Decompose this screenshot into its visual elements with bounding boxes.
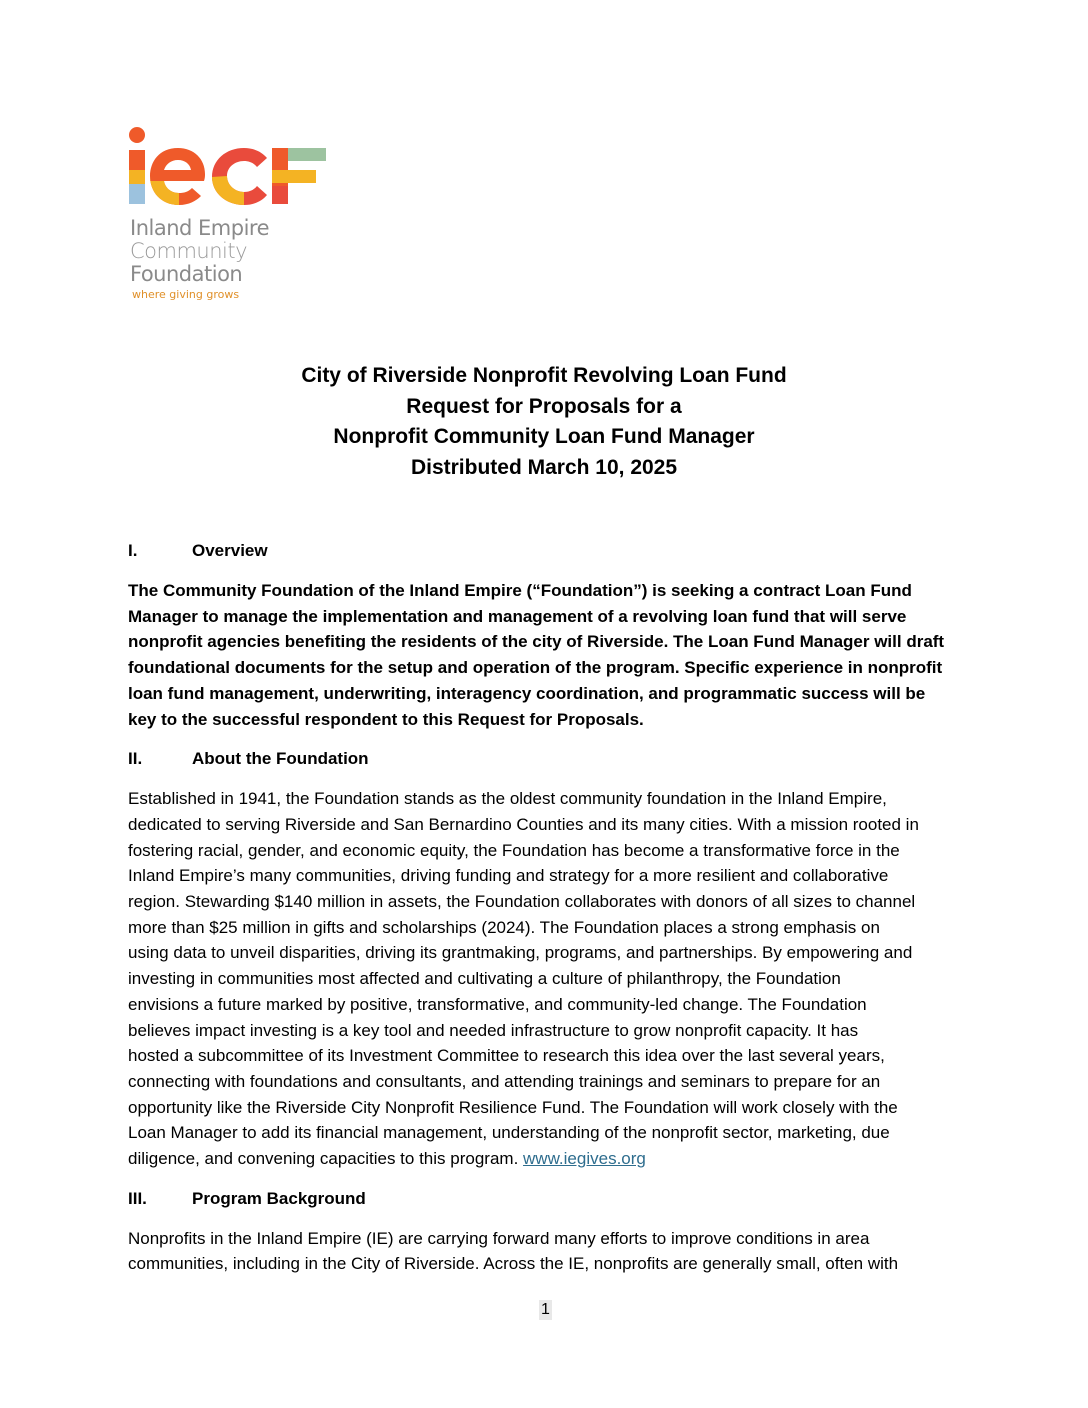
document-body [128, 538, 964, 1277]
logo-text-inland-empire: Inland Empire [130, 216, 270, 240]
section-heading-program-background [128, 1186, 964, 1212]
text-line: using data to unveil disparities, driving its grantmaking, programs, and partnerships. By empowering and [128, 943, 913, 963]
text-line: loan fund management, underwriting, interagency coordination, and programmatic success will be [128, 683, 926, 703]
program-background-paragraph [128, 1226, 964, 1277]
text-line: Nonprofits in the Inland Empire (IE) are carrying forward many efforts to improve conditions in area [128, 1228, 870, 1248]
section-title: Program Background [192, 1188, 366, 1208]
section-number: III. [128, 1188, 147, 1208]
text-line: hosted a subcommittee of its Investment Committee to research this idea over the last several years, [128, 1046, 885, 1066]
iecf-logo-mark-icon [126, 126, 328, 216]
text-line: key to the successful respondent to this Request for Proposals. [128, 709, 644, 729]
about-paragraph [128, 786, 964, 1172]
section-number: II. [128, 749, 143, 769]
title-line: City of Riverside Nonprofit Revolving Loan Fund [301, 364, 787, 387]
text-line: Manager to manage the implementation and management of a revolving loan fund that will serve [128, 606, 907, 626]
text-line: Loan Manager to add its financial management, understanding of the nonprofit sector, marketing, due [128, 1123, 890, 1143]
text-line: Established in 1941, the Foundation stands as the oldest community foundation in the Inland Empire, [128, 789, 887, 809]
logo-text-community: Community [130, 239, 248, 263]
iegives-link[interactable]: www.iegives.org [523, 1149, 646, 1169]
title-line: Nonprofit Community Loan Fund Manager [333, 425, 755, 448]
text-line: more than $25 million in gifts and scholarships (2024). The Foundation places a strong emphasis on [128, 917, 880, 937]
text-line: The Community Foundation of the Inland Empire (“Foundation”) is seeking a contract Loan Fund [128, 581, 912, 600]
text-line [128, 1146, 964, 1172]
section-title: About the Foundation [192, 749, 369, 769]
iecf-logo [126, 126, 328, 304]
text-line-segment: diligence, and convening capacities to this program. [128, 1149, 519, 1169]
title-line: Request for Proposals for a [406, 394, 682, 418]
overview-paragraph [128, 578, 964, 732]
document-title [128, 361, 960, 483]
section-heading-overview [128, 538, 964, 564]
logo-text-foundation: Foundation [130, 262, 243, 286]
title-line: Distributed March 10, 2025 [410, 455, 678, 479]
section-number: I. [128, 541, 138, 560]
section-heading-about [128, 746, 964, 772]
text-line: nonprofit agencies benefiting the residents of the city of Riverside. The Loan Fund Manager will draft [128, 632, 945, 652]
text-line: dedicated to serving Riverside and San Bernardino Counties and its many cities. With a mission rooted in [128, 814, 919, 834]
text-line: envisions a future marked by positive, transformative, and community-led change. The Foundation [128, 994, 867, 1014]
text-line: communities, including in the City of Riverside. Across the IE, nonprofits are generally small, often with [128, 1254, 899, 1274]
text-line: fostering racial, gender, and economic equity, the Foundation has become a transformative force in the [128, 840, 900, 860]
text-line: opportunity like the Riverside City Nonprofit Resilience Fund. The Foundation will work closely with the [128, 1097, 898, 1117]
text-line: investing in communities most affected and cultivating a culture of philanthropy, the Foundation [128, 969, 841, 989]
text-line: region. Stewarding $140 million in assets, the Foundation collaborates with donors of all sizes to channel [128, 892, 916, 912]
section-title: Overview [192, 541, 268, 560]
text-line: believes impact investing is a key tool and needed infrastructure to grow nonprofit capacity. It has [128, 1020, 859, 1040]
text-line: connecting with foundations and consultants, and attending trainings and seminars to prepare for an [128, 1071, 881, 1091]
text-line: Inland Empire’s many communities, driving funding and strategy for a more resilient and collaborative [128, 866, 889, 886]
logo-tagline: where giving grows [132, 288, 240, 301]
text-line: foundational documents for the setup and operation of the program. Specific experience in nonprofit [128, 658, 943, 678]
page-number: 1 [541, 1301, 550, 1318]
